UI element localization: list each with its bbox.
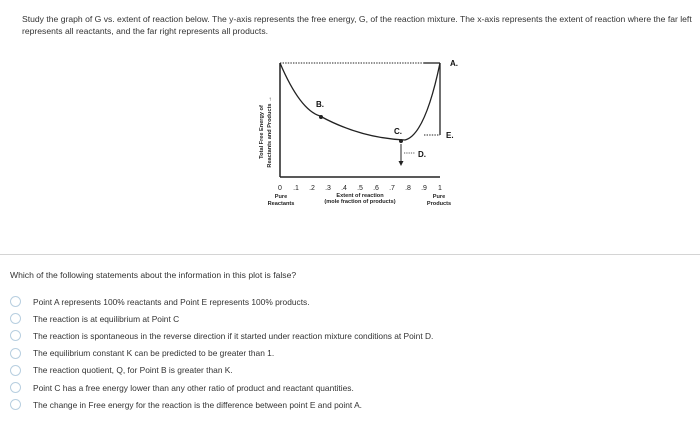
x-tick-label: .7 bbox=[389, 185, 395, 192]
x-axis-label-line1: Extent of reaction bbox=[336, 193, 384, 199]
x-tick-label: .4 bbox=[341, 185, 347, 192]
x-axis-label-line2: (mole fraction of products) bbox=[324, 199, 396, 205]
radio-button[interactable] bbox=[10, 348, 21, 359]
pure-products-label-1: Pure bbox=[432, 194, 446, 200]
point-a-label: A. bbox=[450, 60, 458, 68]
section-divider bbox=[0, 254, 700, 255]
answer-options bbox=[10, 293, 690, 413]
x-tick-label: .1 bbox=[293, 185, 299, 192]
radio-button[interactable] bbox=[10, 296, 21, 307]
answer-option[interactable] bbox=[10, 362, 690, 379]
answer-option-text: The reaction is at equilibrium at Point C bbox=[33, 313, 180, 324]
point-d-label: D. bbox=[418, 150, 426, 159]
question-text: Which of the following statements about the information in this plot is false? bbox=[10, 270, 297, 280]
point-c-label: C. bbox=[394, 127, 402, 136]
answer-option[interactable] bbox=[10, 327, 690, 344]
radio-button[interactable] bbox=[10, 365, 21, 376]
question-prompt: Study the graph of G vs. extent of reaction below. The y-axis represents the free energy, G, of the reaction mixture. The x-axis represents the extent of reaction where the far left represents all reactants, and the far right represents all products. bbox=[22, 14, 692, 36]
point-b-label: B. bbox=[316, 100, 324, 109]
answer-option[interactable] bbox=[10, 293, 690, 310]
answer-option-text: Point A represents 100% reactants and Point E represents 100% products. bbox=[33, 296, 310, 307]
free-energy-graph bbox=[240, 60, 480, 230]
x-tick-label: 1 bbox=[438, 185, 442, 192]
x-tick-label: .5 bbox=[357, 185, 363, 192]
answer-option-text: The change in Free energy for the reaction is the difference between point E and point A. bbox=[33, 399, 363, 410]
point-b-marker bbox=[319, 115, 323, 119]
radio-button[interactable] bbox=[10, 313, 21, 324]
arrow-head-icon bbox=[399, 161, 404, 166]
answer-option[interactable] bbox=[10, 310, 690, 327]
free-energy-chart-svg bbox=[240, 60, 480, 230]
radio-button[interactable] bbox=[10, 330, 21, 341]
x-tick-label: 0 bbox=[278, 185, 282, 192]
answer-option-text: Point C has a free energy lower than any other ratio of product and reactant quantities. bbox=[33, 382, 354, 393]
point-e-label: E. bbox=[446, 131, 454, 140]
pure-reactants-label-1: Pure bbox=[274, 194, 288, 200]
x-tick-label: .9 bbox=[421, 185, 427, 192]
y-axis-label-line1: Total Free Energy of bbox=[259, 105, 265, 159]
y-axis-label-line2: Reactants and Products → bbox=[267, 96, 273, 168]
answer-option-text: The equilibrium constant K can be predicted to be greater than 1. bbox=[33, 348, 275, 359]
x-tick-label: .8 bbox=[405, 185, 411, 192]
radio-button[interactable] bbox=[10, 382, 21, 393]
pure-products-label-2: Products bbox=[426, 201, 452, 207]
x-tick-labels bbox=[278, 185, 442, 192]
answer-option[interactable] bbox=[10, 345, 690, 362]
free-energy-curve bbox=[280, 63, 440, 140]
x-tick-label: .2 bbox=[309, 185, 315, 192]
point-c-marker bbox=[399, 139, 403, 143]
radio-button[interactable] bbox=[10, 399, 21, 410]
answer-option[interactable] bbox=[10, 379, 690, 396]
answer-option-text: The reaction is spontaneous in the reverse direction if it started under reaction mixture conditions at Point D. bbox=[33, 330, 434, 341]
answer-option-text: The reaction quotient, Q, for Point B is greater than K. bbox=[33, 365, 233, 376]
x-tick-label: .3 bbox=[325, 185, 331, 192]
pure-reactants-label-2: Reactants bbox=[267, 201, 295, 207]
answer-option[interactable] bbox=[10, 396, 690, 413]
x-tick-label: .6 bbox=[373, 185, 379, 192]
